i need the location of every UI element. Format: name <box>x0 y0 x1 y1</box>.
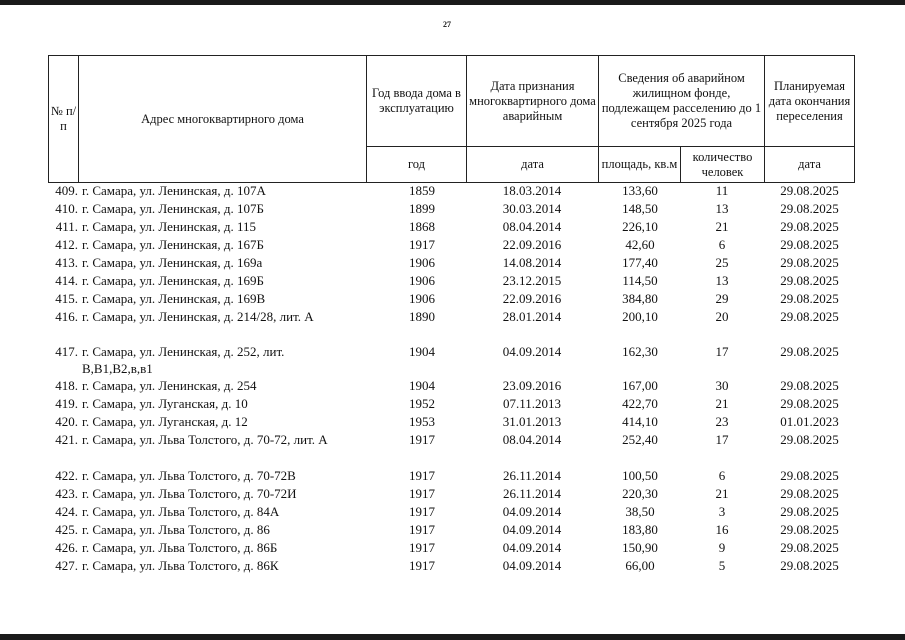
row-number: 413. <box>55 255 78 270</box>
row-address: г. Самара, ул. Льва Толстого, д. 86К <box>82 558 279 573</box>
row-area: 42,60 <box>625 237 655 252</box>
row-year: 1904 <box>409 378 435 393</box>
row-people: 6 <box>718 237 726 252</box>
row-end-date: 29.08.2025 <box>780 344 839 359</box>
row-year: 1917 <box>409 540 435 555</box>
row-people: 5 <box>718 558 726 573</box>
row-year: 1868 <box>409 219 435 234</box>
col-date-subheader: дата <box>521 157 544 171</box>
row-number: 416. <box>55 309 78 324</box>
row-year: 1917 <box>409 237 435 252</box>
row-end-date: 29.08.2025 <box>780 255 839 270</box>
row-end-date: 29.08.2025 <box>780 396 839 411</box>
row-area: 150,90 <box>622 540 658 555</box>
row-people: 9 <box>718 540 726 555</box>
row-date: 04.09.2014 <box>502 344 562 359</box>
table-row <box>48 254 855 272</box>
row-end-date: 29.08.2025 <box>780 219 839 234</box>
table-row <box>48 467 855 485</box>
row-area: 177,40 <box>622 255 658 270</box>
table-row <box>48 290 855 308</box>
row-end-date: 01.01.2023 <box>780 414 839 429</box>
col-num-header: № п/п <box>50 104 77 133</box>
row-people: 21 <box>715 396 729 411</box>
row-number: 411. <box>55 219 78 234</box>
row-number: 420. <box>55 414 78 429</box>
col-people-subheader: количество человек <box>692 149 753 179</box>
row-address: г. Самара, ул. Льва Толстого, д. 70-72И <box>82 486 297 501</box>
col-fund-header: Сведения об аварийном жилищном фонде, подлежащем расселению до 1 сентября 2025 года <box>601 71 762 130</box>
row-area: 133,60 <box>622 183 658 198</box>
table-header <box>48 55 855 183</box>
row-number: 412. <box>55 237 78 252</box>
row-area: 422,70 <box>622 396 658 411</box>
row-year: 1906 <box>409 255 435 270</box>
table-row <box>48 218 855 236</box>
row-year: 1899 <box>409 201 435 216</box>
row-number: 427. <box>55 558 78 573</box>
table-row <box>48 503 855 521</box>
row-number: 417. <box>55 344 78 359</box>
row-number: 421. <box>55 432 78 447</box>
row-year: 1906 <box>409 291 435 306</box>
row-people: 13 <box>715 201 729 216</box>
page-number: 27 <box>443 20 451 29</box>
table-row <box>48 521 855 539</box>
row-end-date: 29.08.2025 <box>780 183 839 198</box>
row-date: 04.09.2014 <box>502 504 562 519</box>
row-number: 423. <box>55 486 78 501</box>
row-end-date: 29.08.2025 <box>780 432 839 447</box>
header-border-right <box>854 55 855 183</box>
col-date-header: Дата признания многоквартирного дома аварийным <box>469 78 596 123</box>
row-area: 252,40 <box>622 432 658 447</box>
row-date: 30.03.2014 <box>502 201 562 216</box>
table-row <box>48 395 855 413</box>
row-number: 419. <box>55 396 78 411</box>
row-number: 418. <box>55 378 78 393</box>
row-number: 415. <box>55 291 78 306</box>
row-date: 26.11.2014 <box>502 486 562 501</box>
row-number: 422. <box>55 468 78 483</box>
row-end-date: 29.08.2025 <box>780 522 839 537</box>
col-year-subheader: год <box>407 157 426 171</box>
row-area: 114,50 <box>622 273 658 288</box>
row-address: г. Самара, ул. Льва Толстого, д. 70-72В <box>82 468 296 483</box>
table-row <box>48 431 855 449</box>
row-end-date: 29.08.2025 <box>780 201 839 216</box>
row-area: 162,30 <box>622 344 658 359</box>
row-people: 11 <box>715 183 729 198</box>
row-end-date: 29.08.2025 <box>780 486 839 501</box>
row-people: 3 <box>718 504 726 519</box>
row-date: 14.08.2014 <box>502 255 562 270</box>
row-year: 1906 <box>409 273 435 288</box>
row-address: г. Самара, ул. Ленинская, д. 254 <box>82 378 257 393</box>
row-date: 07.11.2013 <box>502 396 562 411</box>
row-year: 1859 <box>409 183 435 198</box>
row-year: 1952 <box>409 396 435 411</box>
row-people: 23 <box>715 414 729 429</box>
table-row <box>48 377 855 395</box>
row-date: 23.12.2015 <box>502 273 562 288</box>
table-row <box>48 182 855 200</box>
row-number: 426. <box>55 540 78 555</box>
row-date: 28.01.2014 <box>502 309 562 324</box>
row-end-date: 29.08.2025 <box>780 504 839 519</box>
row-area: 148,50 <box>622 201 658 216</box>
scan-bottom-border <box>0 634 905 640</box>
row-address: г. Самара, ул. Ленинская, д. 252, лит. В,В1,В2,в,в1 <box>82 344 285 376</box>
row-people: 16 <box>715 522 729 537</box>
row-year: 1890 <box>409 309 435 324</box>
row-date: 26.11.2014 <box>502 468 562 483</box>
row-year: 1953 <box>409 414 435 429</box>
row-date: 22.09.2016 <box>502 291 562 306</box>
row-number: 409. <box>55 183 78 198</box>
row-end-date: 29.08.2025 <box>780 558 839 573</box>
row-end-date: 29.08.2025 <box>780 309 839 324</box>
row-year: 1917 <box>409 558 435 573</box>
row-people: 21 <box>715 486 729 501</box>
table-row <box>48 539 855 557</box>
row-year: 1917 <box>409 486 435 501</box>
row-area: 414,10 <box>622 414 658 429</box>
col-address-header: Адрес многоквартирного дома <box>141 111 304 126</box>
row-people: 17 <box>715 344 729 359</box>
row-people: 20 <box>715 309 729 324</box>
row-date: 08.04.2014 <box>502 219 562 234</box>
row-area: 384,80 <box>622 291 658 306</box>
row-address: г. Самара, ул. Ленинская, д. 169Б <box>82 273 264 288</box>
row-end-date: 29.08.2025 <box>780 540 839 555</box>
row-end-date: 29.08.2025 <box>780 273 839 288</box>
row-address: г. Самара, ул. Ленинская, д. 169В <box>82 291 266 306</box>
row-date: 22.09.2016 <box>502 237 562 252</box>
table-row <box>48 272 855 290</box>
row-address: г. Самара, ул. Ленинская, д. 167Б <box>82 237 264 252</box>
row-area: 66,00 <box>625 558 655 573</box>
table-row <box>48 485 855 503</box>
col-end-header: Планируемая дата окончания переселения <box>768 78 851 123</box>
row-year: 1917 <box>409 522 435 537</box>
row-people: 6 <box>718 468 726 483</box>
row-address: г. Самара, ул. Льва Толстого, д. 86Б <box>82 540 278 555</box>
row-year: 1917 <box>409 504 435 519</box>
row-date: 23.09.2016 <box>502 378 562 393</box>
scan-top-border <box>0 0 905 5</box>
table-row <box>48 236 855 254</box>
row-area: 183,80 <box>622 522 658 537</box>
table-row <box>48 343 855 378</box>
table-row <box>48 200 855 218</box>
col-end-subheader: дата <box>798 157 821 171</box>
row-date: 08.04.2014 <box>502 432 562 447</box>
row-address: г. Самара, ул. Луганская, д. 12 <box>82 414 248 429</box>
row-people: 30 <box>715 378 729 393</box>
row-area: 226,10 <box>622 219 658 234</box>
row-number: 425. <box>55 522 78 537</box>
row-address: г. Самара, ул. Ленинская, д. 214/28, лит. А <box>82 309 314 324</box>
row-end-date: 29.08.2025 <box>780 237 839 252</box>
row-address: г. Самара, ул. Льва Толстого, д. 86 <box>82 522 270 537</box>
row-area: 100,50 <box>622 468 658 483</box>
row-address: г. Самара, ул. Ленинская, д. 107Б <box>82 201 264 216</box>
row-area: 38,50 <box>625 504 655 519</box>
row-address: г. Самара, ул. Луганская, д. 10 <box>82 396 248 411</box>
row-address: г. Самара, ул. Ленинская, д. 107А <box>82 183 266 198</box>
row-number: 410. <box>55 201 78 216</box>
row-area: 220,30 <box>622 486 658 501</box>
row-end-date: 29.08.2025 <box>780 468 839 483</box>
row-end-date: 29.08.2025 <box>780 378 839 393</box>
row-address: г. Самара, ул. Ленинская, д. 115 <box>82 219 257 234</box>
row-people: 21 <box>715 219 729 234</box>
table-row <box>48 557 855 575</box>
row-year: 1904 <box>409 344 435 359</box>
table-row <box>48 308 855 326</box>
row-date: 04.09.2014 <box>502 540 562 555</box>
row-date: 04.09.2014 <box>502 558 562 573</box>
row-people: 29 <box>715 291 729 306</box>
row-address: г. Самара, ул. Льва Толстого, д. 84А <box>82 504 280 519</box>
row-area: 167,00 <box>622 378 658 393</box>
row-address: г. Самара, ул. Льва Толстого, д. 70-72, лит. А <box>82 432 328 447</box>
row-date: 04.09.2014 <box>502 522 562 537</box>
table-row <box>48 413 855 431</box>
row-people: 25 <box>715 255 729 270</box>
row-number: 424. <box>55 504 78 519</box>
row-number: 414. <box>55 273 78 288</box>
row-people: 17 <box>715 432 729 447</box>
col-area-subheader: площадь, кв.м <box>601 157 678 171</box>
col-year-header: Год ввода дома в эксплуатацию <box>372 86 461 115</box>
row-people: 13 <box>715 273 729 288</box>
row-end-date: 29.08.2025 <box>780 291 839 306</box>
row-year: 1917 <box>409 468 435 483</box>
row-date: 18.03.2014 <box>502 183 562 198</box>
row-area: 200,10 <box>622 309 658 324</box>
row-address: г. Самара, ул. Ленинская, д. 169а <box>82 255 263 270</box>
row-date: 31.01.2013 <box>502 414 562 429</box>
row-year: 1917 <box>409 432 435 447</box>
